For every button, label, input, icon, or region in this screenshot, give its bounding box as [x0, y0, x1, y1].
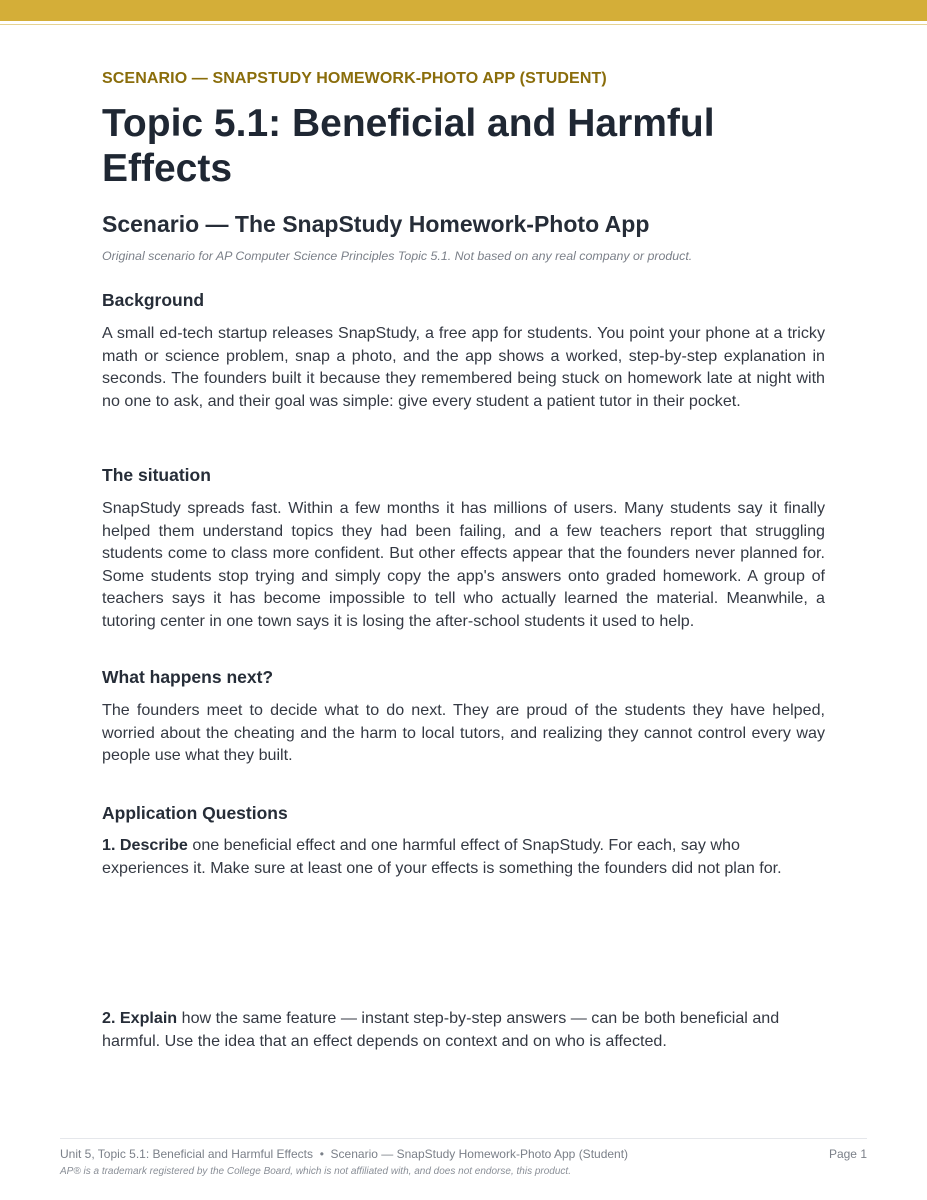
questions-heading: Application Questions [102, 803, 288, 823]
background-heading: Background [102, 290, 205, 310]
question-2-text: how the same feature — instant step-by-step answers — can be both beneficial and harmful. Use the idea that an effect depends on context and on who is affected. [102, 1009, 780, 1050]
question-1 [102, 834, 825, 879]
originality-note: Original scenario for AP Computer Science Principles Topic 5.1. Not based on any real company or product. [102, 249, 693, 263]
page-number: Page 1 [828, 1147, 867, 1161]
trademark-notice: AP® is a trademark registered by the College Board, which is not affiliated with, and does not endorse, this product. [60, 1166, 571, 1177]
background-paragraph: A small ed-tech startup releases SnapStudy, a free app for students. You point your phone at a tricky math or science problem, snap a photo, and the app shows a worked, step-by-step explanation in seconds. The founders built it because they remembered being stuck on homework late at night with no one to ask, and their goal was simple: give every student a patient tutor in their pocket. [102, 324, 825, 410]
scenario-subtitle: Scenario — The SnapStudy Homework-Photo App [102, 211, 650, 237]
question-1-lead: 1. Describe [102, 836, 188, 854]
question-2 [102, 1007, 825, 1052]
top-accent-rule [0, 24, 927, 25]
next-heading: What happens next? [102, 667, 274, 687]
scenario-kicker: SCENARIO — SNAPSTUDY HOMEWORK-PHOTO APP (STUDENT) [102, 70, 607, 87]
situation-heading: The situation [102, 465, 211, 485]
situation-paragraph: SnapStudy spreads fast. Within a few months it has millions of users. Many students say it finally helped them understand topics they had been failing, and a few teachers report that struggling students come to class more confident. But other effects appear that the founders never planned for. Some students stop trying and simply copy the app's answers onto graded homework. A group of teachers says it has become impossible to tell who actually learned the material. Meanwhile, a tutoring center in one town says it is losing the after-school students it used to help. [102, 499, 825, 630]
question-1-text: one beneficial effect and one harmful effect of SnapStudy. For each, say who experiences it. Make sure at least one of your effects is something the founders did not plan for. [102, 836, 782, 877]
question-2-lead: 2. Explain [102, 1009, 178, 1027]
page-title: Topic 5.1: Beneficial and Harmful Effects [102, 102, 715, 190]
top-accent-bar [0, 0, 927, 21]
footer-running-title: Unit 5, Topic 5.1: Beneficial and Harmful Effects • Scenario — SnapStudy Homework-Photo App (Student) [60, 1147, 629, 1161]
footer-divider [60, 1138, 867, 1139]
next-paragraph: The founders meet to decide what to do next. They are proud of the students they have helped, worried about the cheating and the harm to local tutors, and realizing they cannot control every way people use what they built. [102, 701, 825, 765]
